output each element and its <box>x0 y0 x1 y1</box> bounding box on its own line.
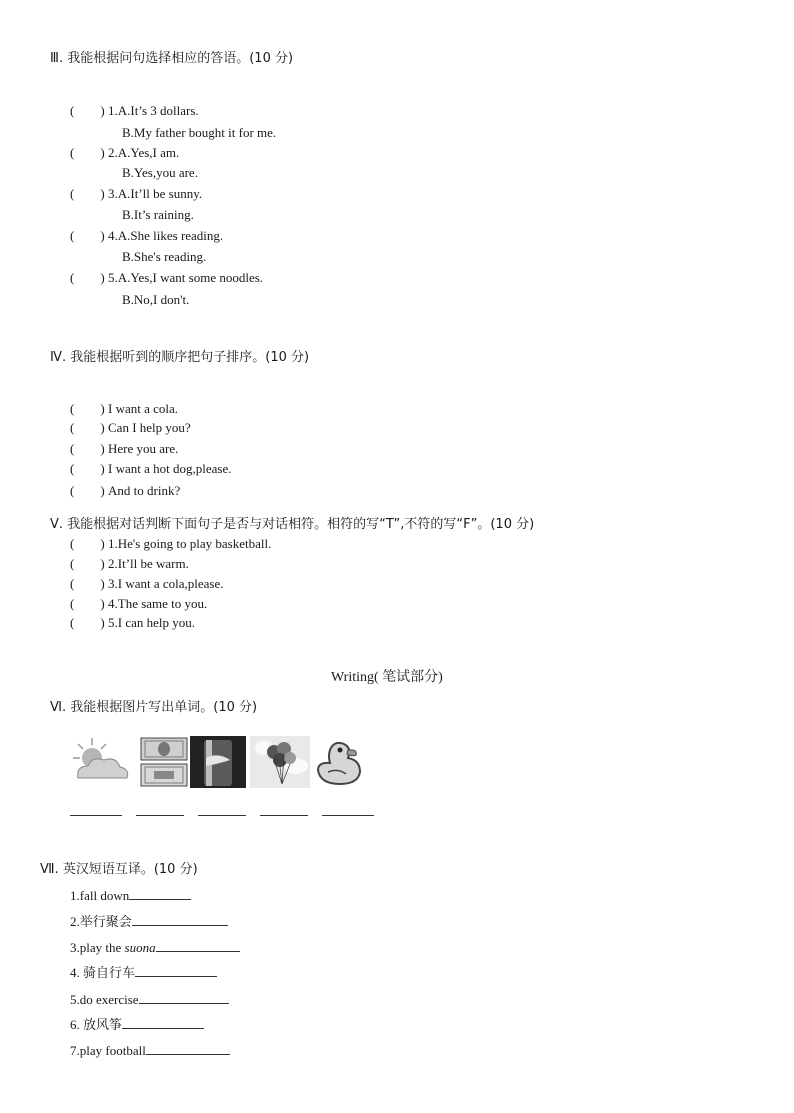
q7-item-5: 5.do exercise <box>70 992 229 1008</box>
q5-item-4: ( ) 4.The same to you. <box>70 596 208 611</box>
q3-4-option-b: B.She's reading. <box>122 249 207 264</box>
answer-line-1[interactable] <box>70 815 122 816</box>
q7-item-2: 2.举行聚会 <box>70 911 228 930</box>
section-4-heading: Ⅳ. 我能根据听到的顺序把句子排序。(10 分) <box>50 350 310 365</box>
section-6-heading: Ⅵ. 我能根据图片写出单词。(10 分) <box>50 700 258 715</box>
sun-cloud-icon <box>70 736 130 788</box>
q3-3-option-b: B.It’s raining. <box>122 207 194 222</box>
q4-item-5: ( ) And to drink? <box>70 483 181 498</box>
q3-4-option-a: ( ) 4.A.She likes reading. <box>70 228 224 243</box>
q5-item-5: ( ) 5.I can help you. <box>70 615 196 630</box>
answer-line-4[interactable] <box>260 815 308 816</box>
q3-5-option-a: ( ) 5.A.Yes,I want some noodles. <box>70 270 264 285</box>
q5-item-1: ( ) 1.He's going to play basketball. <box>70 536 272 551</box>
q3-1-option-b: B.My father bought it for me. <box>122 125 277 140</box>
q7-item-1: 1.fall down <box>70 888 191 904</box>
q3-2-option-b: B.Yes,you are. <box>122 165 198 180</box>
balloons-icon <box>250 736 310 788</box>
q4-item-4: ( ) I want a hot dog,please. <box>70 461 232 476</box>
q5-item-3: ( ) 3.I want a cola,please. <box>70 576 224 591</box>
q3-1-option-a: ( ) 1.A.It’s 3 dollars. <box>70 103 199 118</box>
q3-5-option-b: B.No,I don't. <box>122 292 190 307</box>
q7-item-6: 6. 放风筝 <box>70 1014 204 1033</box>
q4-item-1: ( ) I want a cola. <box>70 401 179 416</box>
answer-line-5[interactable] <box>322 815 374 816</box>
section-7-heading: Ⅶ. 英汉短语互译。(10 分) <box>40 862 198 877</box>
q5-item-2: ( ) 2.It’ll be warm. <box>70 556 189 571</box>
cola-can-icon <box>190 736 246 788</box>
section-5-heading: Ⅴ. 我能根据对话判断下面句子是否与对话相符。相符的写“T”,不符的写“F”。(10 分) <box>50 517 535 532</box>
q4-item-3: ( ) Here you are. <box>70 441 179 456</box>
q4-item-2: ( ) Can I help you? <box>70 420 191 435</box>
answer-line-2[interactable] <box>136 815 184 816</box>
q7-item-4: 4. 骑自行车 <box>70 962 217 981</box>
dollar-bills-icon <box>140 736 188 788</box>
q7-item-3: 3.play the suona <box>70 940 240 956</box>
q3-2-option-a: ( ) 2.A.Yes,I am. <box>70 145 180 160</box>
q3-3-option-a: ( ) 3.A.It’ll be sunny. <box>70 186 203 201</box>
duck-icon <box>312 736 364 788</box>
answer-line-3[interactable] <box>198 815 246 816</box>
writing-title: Writing( 笔试部分) <box>331 670 443 685</box>
q7-item-7: 7.play football <box>70 1043 230 1059</box>
section-3-heading: Ⅲ. 我能根据问句选择相应的答语。(10 分) <box>50 51 294 66</box>
